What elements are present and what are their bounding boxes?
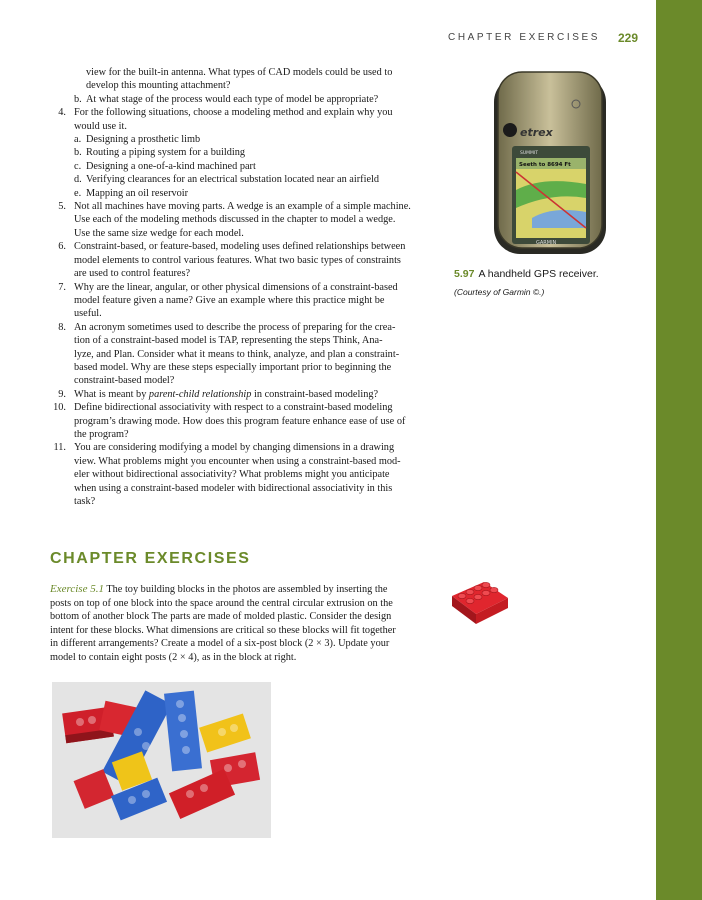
question-line: are used to control features? [74, 268, 191, 280]
question-line: tion of a constraint-based model is TAP, representing the steps Think, Ana- [74, 335, 383, 347]
exercise-label: Exercise 5.1 [50, 583, 104, 595]
question-line: based model. Why are these steps especially important prior to beginning the [74, 361, 392, 373]
exercise-5-1 [50, 583, 440, 665]
figure-caption: 5.97 A handheld GPS receiver. [454, 268, 599, 280]
question-line: eler without bidirectional associativity? What problems might you anticipate [74, 469, 390, 481]
question-5: 5. Not all machines have moving parts. A wedge is an example of a simple machine. [58, 201, 411, 213]
question-line: constraint-based model? [74, 375, 175, 387]
question-subitem: b. At what stage of the process would each type of model be appropriate? [74, 93, 379, 105]
gps-brand-logo: etrex [520, 126, 553, 139]
question-8: 8. An acronym sometimes used to describe the process of preparing for the crea- [58, 321, 396, 333]
exercise-line: Exercise 5.1 The toy building blocks in the photos are assembled by inserting the [50, 583, 388, 595]
gps-model-label: SUMMIT [520, 151, 538, 156]
page-number: 229 [618, 31, 639, 45]
exercise-line: model to contain eight posts (2 × 4), as in the block at right. [50, 651, 297, 663]
gps-receiver-image [492, 68, 608, 258]
running-head: CHAPTER EXERCISES [448, 32, 601, 43]
question-line: view for the built-in antenna. What types of CAD models could be used to [86, 67, 393, 78]
question-line: useful. [74, 308, 102, 320]
question-subitem: a. Designing a prosthetic limb [74, 134, 201, 146]
question-subitem: b. Routing a piping system for a building [74, 147, 246, 159]
exercise-line: bottom of another block The parts are made of molded plastic. Consider the design [50, 611, 392, 623]
gps-screen-readout: Seeth to 8694 Ft [519, 162, 571, 168]
question-line: would use it. [74, 120, 127, 132]
question-line: model elements to control various features. What two basic types of constraints [74, 254, 401, 266]
question-line: model feature given a name? Give an example where this practice might be [74, 294, 385, 306]
question-4: 4. For the following situations, choose a modeling method and explain why you [58, 107, 393, 119]
section-title: CHAPTER EXERCISES [50, 550, 251, 567]
question-9: 9. What is meant by parent-child relationship in constraint-based modeling? [58, 388, 379, 400]
exercise-line: posts on top of one block into the space around the central circular extrusion on the [50, 597, 393, 609]
question-6: 6. Constraint-based, or feature-based, modeling uses defined relationships between [58, 241, 406, 253]
question-11: 11. You are considering modifying a model by changing dimensions in a drawing [53, 442, 395, 454]
question-line: Use each of the modeling methods discussed in the chapter to model a wedge. [74, 214, 396, 226]
gps-maker-label: GARMIN [536, 240, 557, 246]
figure-credit: (Courtesy of Garmin ©.) [454, 287, 545, 297]
question-subitem: c. Designing a one-of-a-kind machined part [74, 160, 256, 172]
toy-blocks-photo [52, 682, 271, 838]
question-subitem: d. Verifying clearances for an electrical substation located near an airfield [74, 174, 380, 186]
exercise-line: in different arrangements? Create a model of a six-post block (2 × 3). Update your [50, 638, 390, 650]
red-brick-image [448, 580, 510, 624]
question-line: program’s drawing mode. How does this program feature enhance ease of use of [74, 415, 406, 427]
question-line: Use the same size wedge for each model. [74, 227, 244, 239]
question-subitem: e. Mapping an oil reservoir [74, 187, 189, 199]
question-line: view. What problems might you encounter when using a constraint-based mod- [74, 455, 401, 467]
question-line: when using a constraint-based modeler with bidirectional associativity in this [74, 482, 393, 494]
question-10: 10. Define bidirectional associativity with respect to a constraint-based modeling [53, 402, 393, 414]
question-line: develop this mounting attachment? [86, 80, 231, 92]
question-7: 7. Why are the linear, angular, or other physical dimensions of a constraint-based [58, 281, 398, 293]
exercise-line: intent for these blocks. What dimensions are critical so these blocks will fit together [50, 624, 396, 636]
question-line: lyze, and Plan. Consider what it means to think, analyze, and plan a constraint- [74, 348, 400, 360]
side-color-bar [656, 0, 702, 900]
question-line: the program? [74, 428, 129, 440]
question-line: task? [74, 496, 96, 507]
power-button-icon [503, 123, 517, 137]
review-questions [50, 66, 440, 508]
